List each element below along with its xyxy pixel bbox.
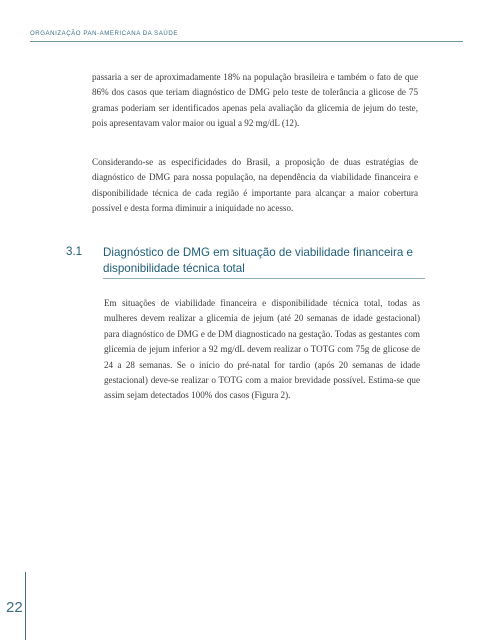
body-paragraph-2: Considerando-se as especificidades do Brasil, a proposição de duas estratégias de diagnóstico de DMG para nossa população, na dependência da viabilidade financeira e disponibilidade técnica de cada região é importante para alcançar a maior cobertura possível e desta forma diminuir a iniquidade no acesso.	[92, 157, 418, 214]
section-heading: Diagnóstico de DMG em situação de viabilidade financeira e disponibilidade técnica total	[103, 246, 413, 275]
header-divider	[30, 41, 463, 42]
page-number: 22	[6, 599, 23, 616]
body-paragraph-1: passaria a ser de aproximadamente 18% na população brasileira e também o fato de que 86% dos casos que teriam diagnóstico de DMG pelo teste de tolerância a glicose de 75 gramas poderiam ser identificados apenas pela avaliação da glicemia de jejum do teste, pois apresentavam valor maior ou igual a 92 mg/dL (12).	[92, 72, 418, 129]
page-number-bar	[25, 572, 26, 640]
section-divider	[103, 278, 425, 279]
section-number: 3.1	[66, 245, 83, 258]
running-header: ORGANIZAÇÃO PAN-AMERICANA DA SAÚDE	[30, 30, 178, 37]
body-paragraph-3: Em situações de viabilidade financeira e disponibilidade técnica total, todas as mulheres devem realizar a glicemia de jejum (até 20 semanas de idade gestacional) para diagnóstico de DMG e de DM diagnosticado na gestação. Todas as gestantes com glicemia de jejum inferior a 92 mg/dL devem realizar o TOTG com 75g de glicose de 24 a 28 semanas. Se o início do pré-natal for tardio (após 20 semanas de idade gestacional) deve-se realizar o TOTG com a maior brevidade possível. Estima-se que assim sejam detectados 100% dos casos (Figura 2).	[104, 298, 420, 401]
